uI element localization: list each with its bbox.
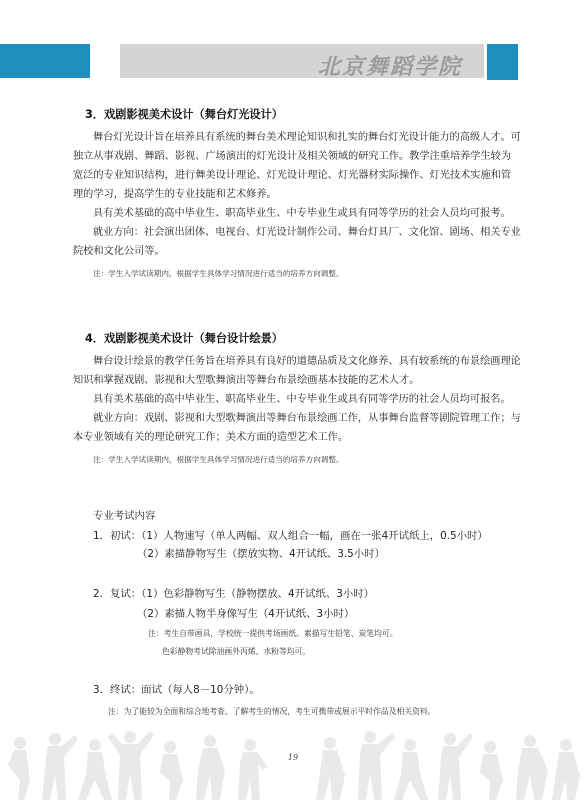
paragraph-career: 就业方向：社会演出团体、电视台、灯光设计制作公司、舞台灯具厂、文化馆、剧场、相关专业院校和文化公司等。 bbox=[73, 227, 521, 257]
section-note: 注：学生入学试读期内，根据学生具体学习情况进行适当的培养方向调整。 bbox=[93, 455, 344, 464]
paragraph-intro: 舞台灯光设计旨在培养具有系统的舞台美术理论知识和扎实的舞台灯光设计能力的高级人才。可独立从事戏剧、舞蹈、影视、广场演出的灯光设计及相关领域的研究工作。教学注重培养学生较为宽泛的专业知识结构，进行舞美设计理论、灯光设计理论、灯光器材实际操作、灯光技术实施和管理的学习，提高学生的专业技能和艺术修养。 bbox=[73, 132, 521, 200]
exam-round3: 3．终试：面试（每人8－10分钟）。 bbox=[93, 684, 260, 696]
exam-heading: 专业考试内容 bbox=[93, 510, 156, 522]
school-name-logo: 北京舞蹈学院 bbox=[318, 54, 463, 80]
exam-round2-item2: （2）素描人物半身像写生（4开试纸、3小时） bbox=[137, 608, 355, 620]
dancer-silhouette-group bbox=[8, 731, 580, 800]
section-note: 注：学生入学试读期内，根据学生具体学习情况进行适当的培养方向调整。 bbox=[93, 269, 344, 278]
exam-round2-item1: 2．复试：（1）色彩静物写生（静物摆放、4开试纸、3小时） bbox=[93, 588, 375, 600]
exam-round1-item1: 1．初试：（1）人物速写（单人两幅、双人组合一幅，画在一张4开试纸上，0.5小时） bbox=[93, 530, 488, 542]
header-accent-block-right bbox=[487, 44, 518, 80]
exam-round2-note2: 色彩静物考试除油画外丙烯、水粉等均可。 bbox=[162, 647, 311, 656]
paragraph-career: 就业方向：戏剧、影视和大型歌舞演出等舞台布景绘画工作，从事舞台监督等剧院管理工作；与本专业领域有关的理论研究工作；美术方面的造型艺术工作。 bbox=[73, 413, 521, 443]
paragraph-intro: 舞台设计绘景的教学任务旨在培养具有良好的道德品质及文化修养、具有较系统的布景绘画理论知识和掌握戏剧、影视和大型歌舞演出等舞台布景绘画基本技能的艺术人才。 bbox=[73, 356, 521, 386]
dancer-silhouettes-decoration bbox=[0, 725, 584, 800]
exam-round2-note1: 注：考生自带画具，学校统一提供考场画纸。素描写生铅笔、炭笔均可。 bbox=[148, 629, 398, 638]
section-stage-lighting-design bbox=[73, 106, 521, 281]
paragraph-eligibility: 具有美术基础的高中毕业生、职高毕业生、中专毕业生或具有同等学历的社会人员均可报名。 bbox=[93, 394, 511, 405]
exam-round3-note: 注：为了能较为全面和综合地考查、了解考生的情况，考生可携带或展示平时作品及相关资料。 bbox=[108, 707, 436, 716]
section-title: 4．戏剧影视美术设计（舞台设计绘景） bbox=[85, 332, 283, 345]
exam-round1-item2: （2）素描静物写生（摆放实物、4开试纸、3.5小时） bbox=[137, 548, 385, 560]
header-accent-block-left bbox=[0, 44, 90, 78]
section-title: 3．戏剧影视美术设计（舞台灯光设计） bbox=[85, 108, 283, 121]
paragraph-eligibility: 具有美术基础的高中毕业生、职高毕业生、中专毕业生或具有同等学历的社会人员均可报考。 bbox=[93, 208, 511, 219]
section-scene-painting-design bbox=[73, 330, 521, 467]
page-number: 19 bbox=[287, 753, 299, 762]
